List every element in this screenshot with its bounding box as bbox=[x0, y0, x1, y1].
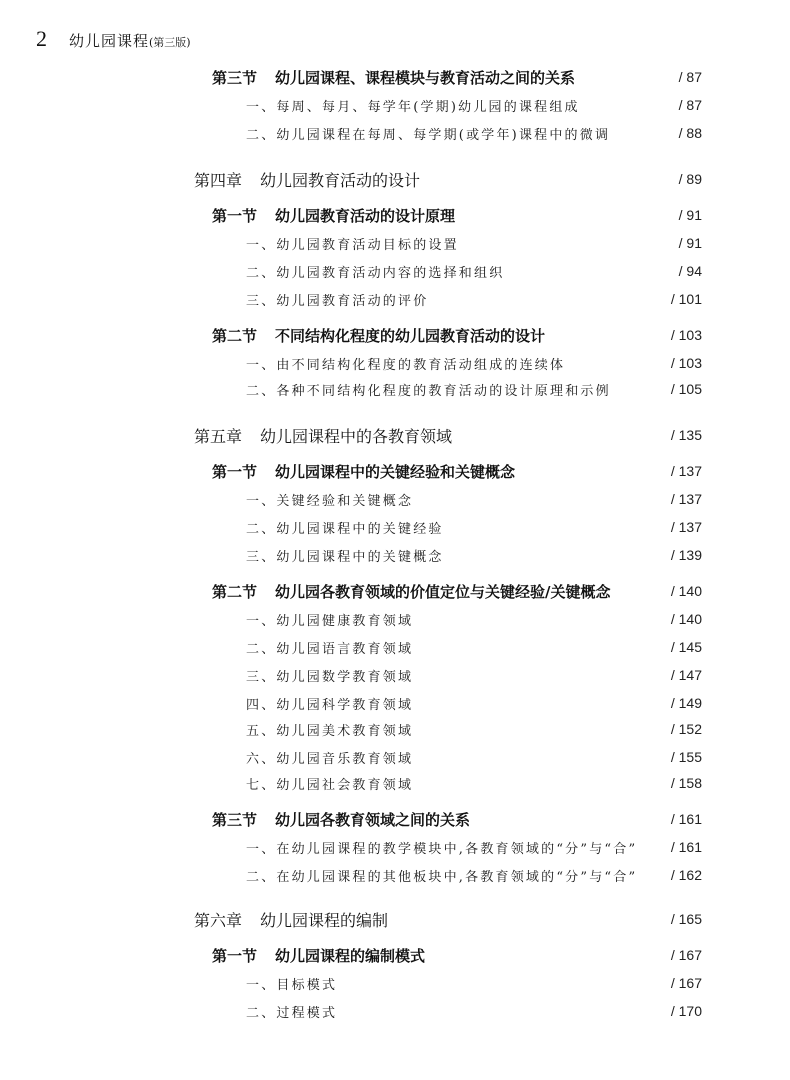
toc-section bbox=[212, 458, 702, 484]
toc-item bbox=[246, 120, 702, 146]
toc-page-number: / 140 bbox=[670, 611, 702, 627]
toc-page-number: / 147 bbox=[670, 667, 702, 683]
toc-item bbox=[246, 258, 702, 284]
toc-entry-title bbox=[246, 234, 459, 253]
toc-item bbox=[246, 634, 702, 660]
toc-item bbox=[246, 606, 702, 632]
page-number: 2 bbox=[36, 26, 47, 51]
toc-page-number: / 161 bbox=[670, 839, 702, 855]
toc-entry-number: 第三节 bbox=[212, 68, 258, 87]
toc-page-number: / 145 bbox=[670, 639, 702, 655]
toc-page-number: / 139 bbox=[670, 547, 702, 563]
toc-page-number: / 101 bbox=[670, 291, 702, 307]
toc-entry-text: 一、关键经验和关键概念 bbox=[246, 493, 414, 509]
toc-entry-title bbox=[194, 424, 452, 447]
toc-entry-title bbox=[246, 290, 428, 309]
toc-item bbox=[246, 486, 702, 512]
toc-page-number: / 162 bbox=[670, 867, 702, 883]
toc-entry-text: 二、各种不同结构化程度的教育活动的设计原理和示例 bbox=[246, 383, 611, 399]
toc-page-number: / 103 bbox=[670, 327, 702, 343]
toc-section bbox=[212, 64, 702, 90]
toc-entry-number: 第一节 bbox=[212, 946, 258, 965]
toc-entry-title bbox=[246, 748, 413, 767]
toc-item bbox=[246, 716, 702, 742]
toc-entry-text: 二、过程模式 bbox=[246, 1005, 338, 1021]
toc-entry-title bbox=[246, 866, 637, 885]
toc-page-number: / 161 bbox=[670, 811, 702, 827]
toc-entry-text: 四、幼儿园科学教育领域 bbox=[246, 697, 414, 713]
toc-entry-text: 幼儿园课程中的各教育领域 bbox=[260, 426, 453, 446]
toc-item bbox=[246, 542, 702, 568]
toc-entry-title bbox=[246, 974, 337, 993]
toc-section bbox=[212, 942, 702, 968]
toc-entry-title bbox=[246, 666, 413, 685]
toc-page-number: / 91 bbox=[678, 235, 702, 251]
toc-page-number: / 137 bbox=[670, 519, 702, 535]
toc-item bbox=[246, 376, 702, 402]
toc-entry-title bbox=[212, 809, 470, 830]
toc-page-number: / 137 bbox=[670, 463, 702, 479]
toc-entry-text: 幼儿园各教育领域的价值定位与关键经验/关键概念 bbox=[275, 582, 611, 601]
toc-item bbox=[246, 514, 702, 540]
toc-entry-number: 第一节 bbox=[212, 462, 258, 481]
toc-entry-title bbox=[246, 262, 504, 281]
toc-entry-text: 不同结构化程度的幼儿园教育活动的设计 bbox=[275, 326, 546, 345]
toc-item bbox=[246, 230, 702, 256]
toc-entry-title bbox=[246, 380, 611, 399]
toc-item bbox=[246, 998, 702, 1024]
toc-entry-title bbox=[212, 205, 455, 226]
toc-entry-title bbox=[246, 638, 413, 657]
toc-entry-title bbox=[246, 774, 413, 793]
toc-entry-text: 一、由不同结构化程度的教育活动组成的连续体 bbox=[246, 357, 566, 373]
toc-entry-text: 二、幼儿园语言教育领域 bbox=[246, 641, 414, 657]
toc-entry-number: 第一节 bbox=[212, 206, 258, 225]
toc-entry-text: 一、幼儿园健康教育领域 bbox=[246, 613, 414, 629]
toc-entry-number: 第四章 bbox=[194, 170, 243, 190]
toc-item bbox=[246, 744, 702, 770]
toc-entry-number: 第六章 bbox=[194, 910, 243, 930]
toc-entry-text: 幼儿园课程的编制 bbox=[260, 910, 389, 930]
toc-page-number: / 103 bbox=[670, 355, 702, 371]
toc-entry-title bbox=[246, 354, 565, 373]
toc-entry-text: 幼儿园课程的编制模式 bbox=[275, 946, 426, 965]
toc-entry-title bbox=[246, 124, 610, 143]
toc-entry-title bbox=[246, 518, 444, 537]
toc-entry-text: 一、每周、每月、每学年(学期)幼儿园的课程组成 bbox=[246, 99, 580, 115]
toc-entry-title bbox=[246, 720, 413, 739]
toc-page-number: / 88 bbox=[678, 125, 702, 141]
toc-item bbox=[246, 662, 702, 688]
toc-entry-text: 三、幼儿园课程中的关键概念 bbox=[246, 549, 444, 565]
toc-item bbox=[246, 690, 702, 716]
toc-entry-title bbox=[194, 908, 388, 931]
toc-entry-text: 一、目标模式 bbox=[246, 977, 338, 993]
toc-page-number: / 155 bbox=[670, 749, 702, 765]
toc-page-number: / 105 bbox=[670, 381, 702, 397]
toc-entry-title bbox=[212, 67, 575, 88]
toc-page-number: / 167 bbox=[670, 947, 702, 963]
toc-entry-text: 二、幼儿园课程在每周、每学期(或学年)课程中的微调 bbox=[246, 127, 611, 143]
toc-page-number: / 167 bbox=[670, 975, 702, 991]
toc-entry-title bbox=[246, 1002, 337, 1021]
toc-page-number: / 158 bbox=[670, 775, 702, 791]
toc-page-number: / 137 bbox=[670, 491, 702, 507]
toc-item bbox=[246, 834, 702, 860]
toc-entry-title bbox=[246, 838, 637, 857]
toc-item bbox=[246, 92, 702, 118]
toc-page-number: / 140 bbox=[670, 583, 702, 599]
toc-entry-text: 二、在幼儿园课程的其他板块中,各教育领域的“分”与“合” bbox=[246, 869, 638, 885]
toc-entry-text: 七、幼儿园社会教育领域 bbox=[246, 777, 414, 793]
toc-entry-title bbox=[246, 96, 580, 115]
toc-item bbox=[246, 862, 702, 888]
toc-entry-text: 幼儿园各教育领域之间的关系 bbox=[275, 810, 471, 829]
toc-page-number: / 94 bbox=[678, 263, 702, 279]
toc-item bbox=[246, 350, 702, 376]
running-title-edition: (第三版) bbox=[149, 36, 191, 49]
toc-section bbox=[212, 806, 702, 832]
toc-page-number: / 170 bbox=[670, 1003, 702, 1019]
toc-entry-text: 幼儿园教育活动的设计原理 bbox=[275, 206, 456, 225]
running-title: 幼儿园课程 bbox=[69, 32, 150, 50]
toc-entry-title bbox=[212, 945, 425, 966]
toc-entry-text: 一、幼儿园教育活动目标的设置 bbox=[246, 237, 459, 253]
toc-chapter bbox=[194, 906, 702, 932]
toc-entry-number: 第二节 bbox=[212, 326, 258, 345]
toc-entry-text: 六、幼儿园音乐教育领域 bbox=[246, 751, 414, 767]
toc-page-number: / 165 bbox=[670, 911, 702, 927]
toc-entry-number: 第五章 bbox=[194, 426, 243, 446]
toc-page-number: / 135 bbox=[670, 427, 702, 443]
toc-page-number: / 89 bbox=[678, 171, 702, 187]
toc-entry-title bbox=[246, 490, 413, 509]
toc-page-number: / 87 bbox=[678, 97, 702, 113]
toc-entry-number: 第三节 bbox=[212, 810, 258, 829]
toc-entry-text: 一、在幼儿园课程的教学模块中,各教育领域的“分”与“合” bbox=[246, 841, 638, 857]
toc-page-number: / 149 bbox=[670, 695, 702, 711]
toc-entry-title bbox=[212, 325, 545, 346]
toc-entry-title bbox=[246, 546, 444, 565]
toc-entry-text: 幼儿园课程、课程模块与教育活动之间的关系 bbox=[275, 68, 576, 87]
toc-entry-text: 三、幼儿园数学教育领域 bbox=[246, 669, 414, 685]
toc-section bbox=[212, 322, 702, 348]
toc-page-number: / 152 bbox=[670, 721, 702, 737]
toc-entry-text: 三、幼儿园教育活动的评价 bbox=[246, 293, 429, 309]
toc-entry-title bbox=[246, 694, 413, 713]
toc-entry-title bbox=[212, 581, 611, 602]
toc-entry-text: 幼儿园课程中的关键经验和关键概念 bbox=[275, 462, 516, 481]
toc-entry-number: 第二节 bbox=[212, 582, 258, 601]
toc-section bbox=[212, 202, 702, 228]
toc-item bbox=[246, 286, 702, 312]
toc-entry-title bbox=[212, 461, 515, 482]
toc-entry-text: 二、幼儿园课程中的关键经验 bbox=[246, 521, 444, 537]
toc-entry-text: 幼儿园教育活动的设计 bbox=[260, 170, 421, 190]
toc-item bbox=[246, 770, 702, 796]
toc-entry-text: 五、幼儿园美术教育领域 bbox=[246, 723, 414, 739]
toc-item bbox=[246, 970, 702, 996]
toc-section bbox=[212, 578, 702, 604]
toc-entry-title bbox=[246, 610, 413, 629]
toc-entry-title bbox=[194, 168, 420, 191]
toc-entry-text: 二、幼儿园教育活动内容的选择和组织 bbox=[246, 265, 505, 281]
toc-chapter bbox=[194, 166, 702, 192]
toc-chapter bbox=[194, 422, 702, 448]
toc-page-number: / 87 bbox=[678, 69, 702, 85]
toc-page-number: / 91 bbox=[678, 207, 702, 223]
